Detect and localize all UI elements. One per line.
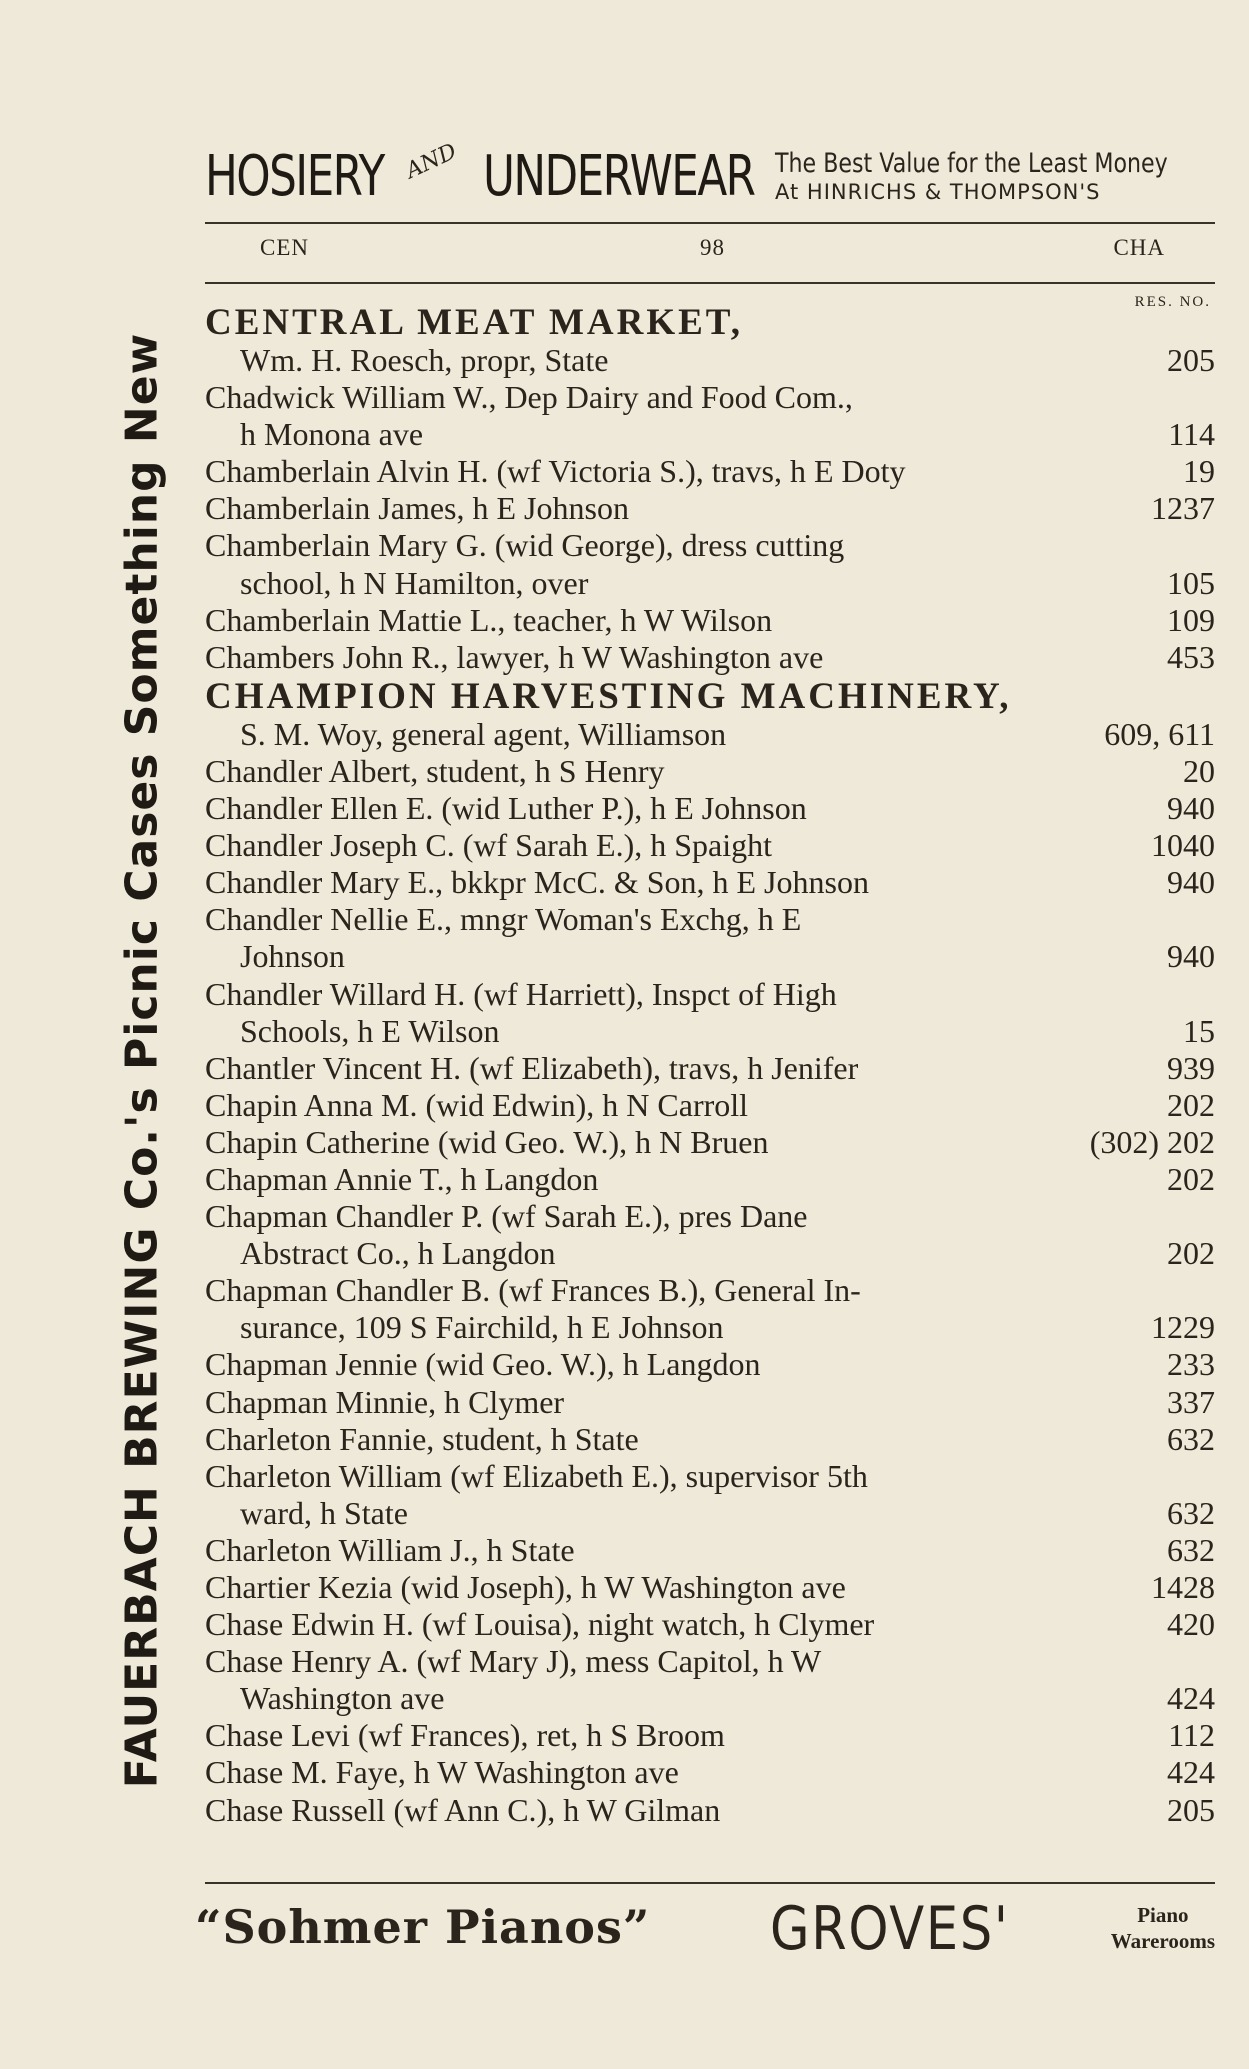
bottom-rule <box>205 1882 1215 1884</box>
directory-entry <box>205 639 1215 676</box>
entry-text: Chandler Albert, student, h S Henry <box>205 752 665 789</box>
entry-text: Chapin Catherine (wid Geo. W.), h N Bruen <box>205 1123 769 1160</box>
top-ad-line2: At HINRICHS & THOMPSON'S <box>775 180 1101 204</box>
entry-text: school, h N Hamilton, over <box>240 564 589 601</box>
entry-text: Chapman Chandler B. (wf Frances B.), General In- <box>205 1272 861 1309</box>
entry-text: Johnson <box>240 938 345 975</box>
entry-text: S. M. Woy, general agent, Williamson <box>240 715 727 752</box>
entry-text: Chandler Ellen E. (wid Luther P.), h E Johnson <box>205 790 807 827</box>
entry-text: Chamberlain Mattie L., teacher, h W Wilson <box>205 601 773 638</box>
entry-text: Chapman Jennie (wid Geo. W.), h Langdon <box>205 1346 761 1383</box>
directory-entry <box>205 1717 1215 1754</box>
bottom-ad-groves: GROVES' <box>770 1894 1010 1964</box>
res-no-label: RES. NO. <box>1134 294 1211 310</box>
running-head-right: CHA <box>1113 235 1165 260</box>
entry-text: Chartier Kezia (wid Joseph), h W Washington ave <box>205 1569 846 1605</box>
entry-res-number: 205 <box>1167 1791 1215 1828</box>
directory-entry <box>205 790 1215 827</box>
directory-entry <box>205 302 1215 342</box>
entry-text: Chamberlain Mary G. (wid George), dress cutting <box>205 527 845 564</box>
top-ad-line1: The Best Value for the Least Money <box>775 148 1168 179</box>
directory-entry <box>205 527 1215 564</box>
directory-entry <box>205 1569 1215 1606</box>
entry-text: Chandler Joseph C. (wf Sarah E.), h Spaight <box>205 827 773 864</box>
entry-text: Chase M. Faye, h W Washington ave <box>205 1754 679 1791</box>
directory-entry <box>205 1013 1215 1050</box>
directory-entry <box>205 1161 1215 1198</box>
bottom-ad-piano-warerooms <box>1111 1902 1215 1954</box>
entry-text: Chase Edwin H. (wf Louisa), night watch, h Clymer <box>205 1606 875 1643</box>
entry-text: Chapin Anna M. (wid Edwin), h N Carroll <box>205 1086 749 1123</box>
side-ad-text: FAUERBACH BREWING Co.'s Picnic Cases Something New <box>116 332 168 1788</box>
directory-entry <box>205 1495 1215 1532</box>
directory-entry <box>205 565 1215 602</box>
entry-text: Chase Henry A. (wf Mary J), mess Capitol, h W <box>205 1643 822 1680</box>
directory-entry <box>205 1754 1215 1791</box>
entry-text: Chase Levi (wf Frances), ret, h S Broom <box>205 1717 725 1754</box>
directory-entry <box>205 753 1215 790</box>
directory-entry <box>205 490 1215 527</box>
directory-entry <box>205 716 1215 753</box>
bottom-ad-warerooms: Warerooms <box>1110 1929 1215 1953</box>
running-head <box>205 235 1215 271</box>
entry-res-number: 202 <box>1167 1235 1215 1272</box>
top-rule <box>205 222 1215 224</box>
page-number: 98 <box>700 235 725 260</box>
entry-res-number: 1237 <box>1151 490 1215 527</box>
entry-res-number: 233 <box>1167 1346 1215 1383</box>
directory-entry <box>205 602 1215 639</box>
entry-res-number: 1229 <box>1151 1309 1215 1346</box>
entry-res-number: 337 <box>1167 1383 1215 1420</box>
entry-text: Charleton Fannie, student, h State <box>205 1420 639 1457</box>
entry-text: Charleton William (wf Elizabeth E.), supervisor 5th <box>205 1457 868 1494</box>
entry-res-number: 632 <box>1167 1531 1215 1568</box>
entry-res-number: 15 <box>1183 1012 1215 1049</box>
directory-entry <box>205 1680 1215 1717</box>
entry-text: Chapman Chandler P. (wf Sarah E.), pres Dane <box>205 1198 808 1235</box>
entry-res-number: 19 <box>1183 453 1215 490</box>
entry-text: Chambers John R., lawyer, h W Washington ave <box>205 638 824 675</box>
entry-text: Chamberlain James, h E Johnson <box>205 490 629 527</box>
entry-text: Schools, h E Wilson <box>240 1012 500 1049</box>
entry-text: h Monona ave <box>240 416 424 453</box>
directory-entry <box>205 1309 1215 1346</box>
top-advertisement <box>205 139 1215 215</box>
directory-entries <box>205 302 1215 1829</box>
entry-text: CENTRAL MEAT MARKET, <box>205 302 743 343</box>
directory-entry <box>205 676 1215 716</box>
entry-text: Chapman Minnie, h Clymer <box>205 1383 565 1420</box>
directory-entry <box>205 1050 1215 1087</box>
entry-res-number: 1040 <box>1151 827 1215 864</box>
entry-res-number: (302) 202 <box>1089 1123 1215 1160</box>
directory-entry <box>205 938 1215 975</box>
directory-entry <box>205 379 1215 416</box>
directory-entry <box>205 1087 1215 1124</box>
entry-res-number: 940 <box>1167 938 1215 975</box>
entry-text: Chadwick William W., Dep Dairy and Food Com., <box>205 379 853 416</box>
directory-entry <box>205 1235 1215 1272</box>
entry-res-number: 424 <box>1167 1680 1215 1717</box>
directory-entry <box>205 1198 1215 1235</box>
entry-text: Washington ave <box>240 1680 445 1717</box>
directory-entry <box>205 1421 1215 1458</box>
bottom-ad-piano: Piano <box>1137 1903 1189 1927</box>
entry-res-number: 939 <box>1167 1049 1215 1086</box>
bottom-ad-sohmer: “Sohmer Pianos” <box>195 1900 651 1954</box>
directory-entry <box>205 1384 1215 1421</box>
entry-res-number: 940 <box>1167 864 1215 901</box>
header-rule <box>205 282 1215 284</box>
entry-res-number: 105 <box>1167 564 1215 601</box>
directory-entry <box>205 827 1215 864</box>
bottom-advertisement <box>195 1890 1215 1970</box>
directory-entry <box>205 864 1215 901</box>
directory-entry <box>205 342 1215 379</box>
directory-entry <box>205 1643 1215 1680</box>
entry-res-number: 1428 <box>1151 1569 1215 1605</box>
directory-entry <box>205 1606 1215 1643</box>
directory-entry <box>205 1346 1215 1383</box>
directory-entry <box>205 901 1215 938</box>
directory-entry <box>205 453 1215 490</box>
entry-res-number: 202 <box>1167 1160 1215 1197</box>
entry-text: ward, h State <box>240 1494 408 1531</box>
entry-text: Charleton William J., h State <box>205 1531 575 1568</box>
entry-text: surance, 109 S Fairchild, h E Johnson <box>240 1309 724 1346</box>
entry-text: Wm. H. Roesch, propr, State <box>240 342 609 378</box>
entry-res-number: 453 <box>1167 638 1215 675</box>
directory-entry <box>205 1458 1215 1495</box>
entry-res-number: 112 <box>1168 1717 1215 1754</box>
entry-res-number: 20 <box>1183 752 1215 789</box>
top-ad-hosiery: HOSIERY <box>205 144 384 209</box>
entry-text: Chandler Willard H. (wf Harriett), Inspct of High <box>205 975 837 1012</box>
entry-res-number: 202 <box>1167 1086 1215 1123</box>
directory-entry <box>205 1532 1215 1569</box>
entry-text: Chase Russell (wf Ann C.), h W Gilman <box>205 1791 721 1828</box>
entry-res-number: 109 <box>1167 601 1215 638</box>
top-ad-underwear: UNDERWEAR <box>483 144 755 209</box>
entry-text: Chapman Annie T., h Langdon <box>205 1160 599 1197</box>
entry-text: CHAMPION HARVESTING MACHINERY, <box>205 675 1012 717</box>
entry-text: Chamberlain Alvin H. (wf Victoria S.), travs, h E Doty <box>205 453 906 490</box>
top-ad-and: AND <box>402 139 461 184</box>
entry-text: Abstract Co., h Langdon <box>240 1235 556 1272</box>
directory-entry <box>205 1272 1215 1309</box>
directory-entry <box>205 976 1215 1013</box>
directory-entry <box>205 1124 1215 1161</box>
directory-entry <box>205 1792 1215 1829</box>
entry-res-number: 205 <box>1167 342 1215 378</box>
entry-res-number: 632 <box>1167 1494 1215 1531</box>
entry-res-number: 114 <box>1168 416 1215 453</box>
entry-text: Chantler Vincent H. (wf Elizabeth), travs, h Jenifer <box>205 1049 859 1086</box>
entry-res-number: 940 <box>1167 790 1215 827</box>
side-advertisement <box>112 140 172 1980</box>
entry-res-number: 424 <box>1167 1754 1215 1791</box>
directory-entry <box>205 416 1215 453</box>
entry-text: Chandler Mary E., bkkpr McC. & Son, h E Johnson <box>205 864 869 901</box>
entry-text: Chandler Nellie E., mngr Woman's Exchg, h E <box>205 901 802 938</box>
running-head-left: CEN <box>260 235 309 260</box>
entry-res-number: 632 <box>1167 1420 1215 1457</box>
top-ad-tagline <box>775 149 1215 205</box>
entry-res-number: 420 <box>1167 1606 1215 1643</box>
entry-res-number: 609, 611 <box>1104 715 1215 752</box>
